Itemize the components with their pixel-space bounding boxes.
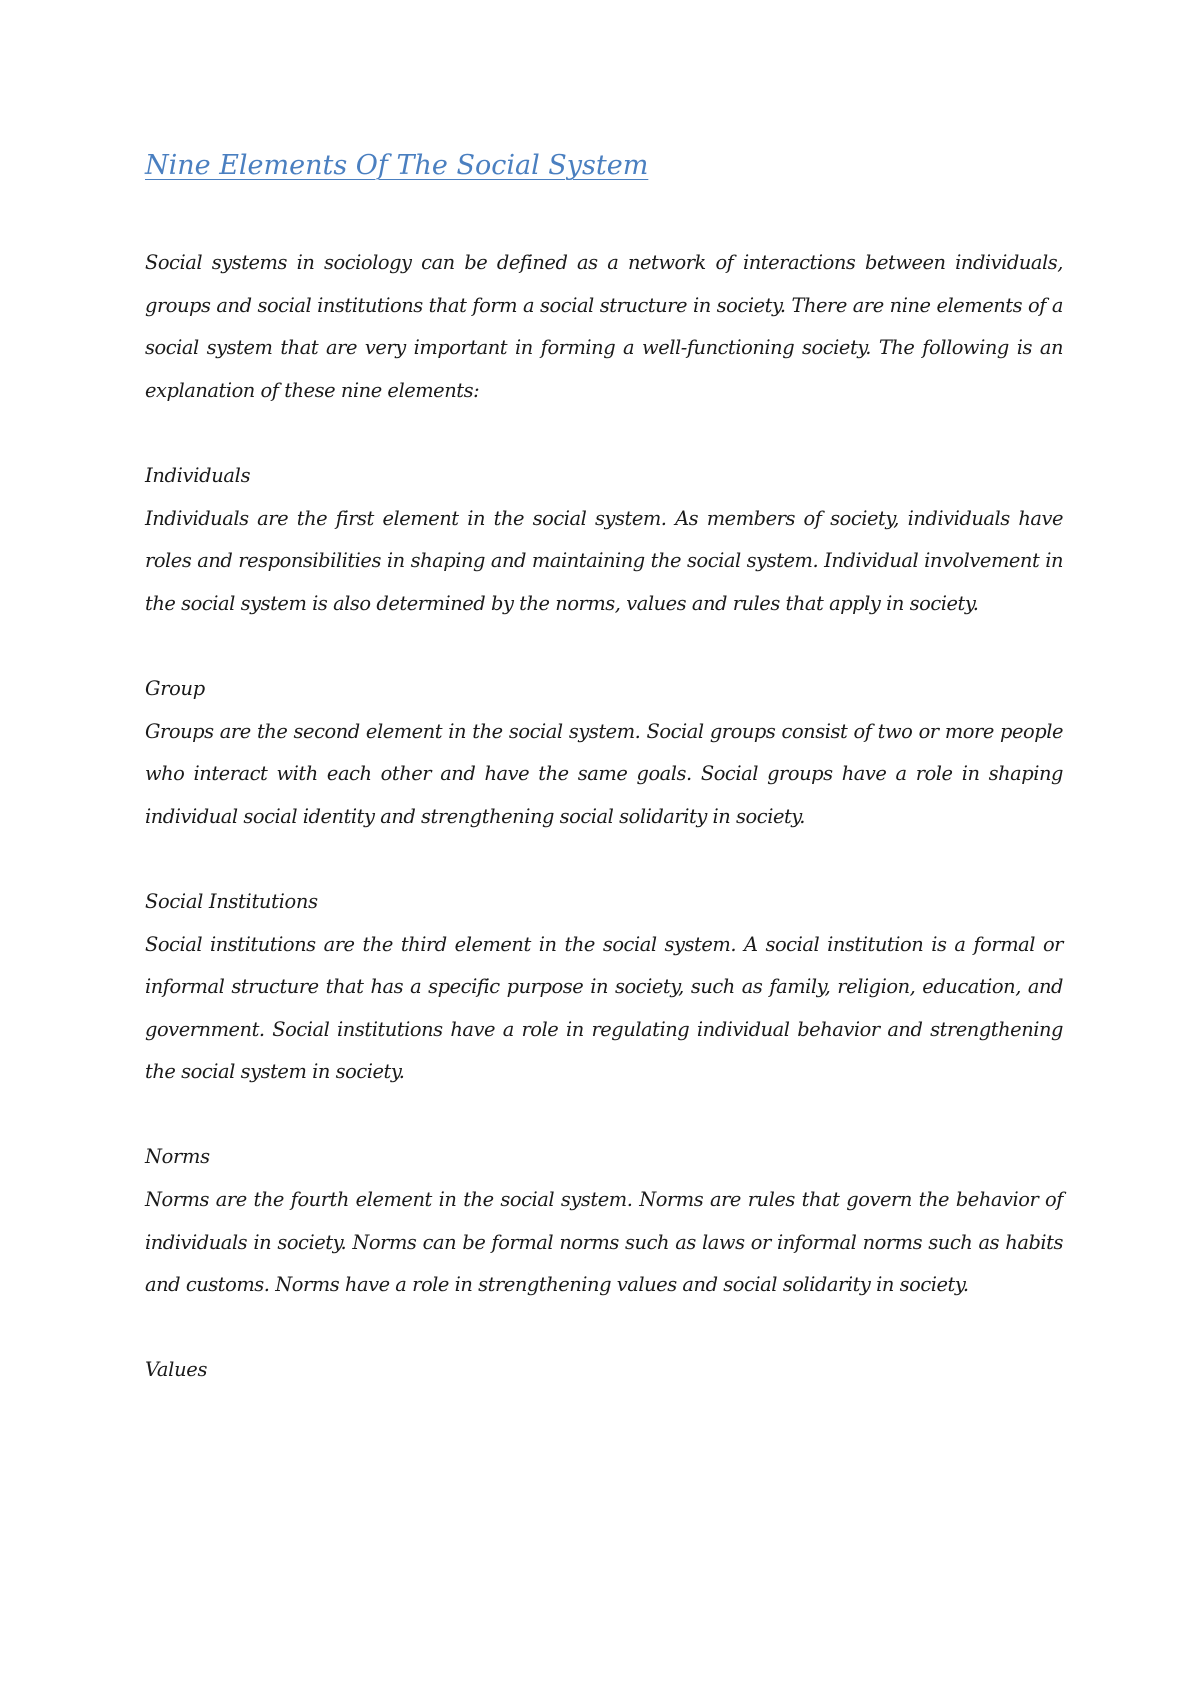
- section-heading-social-institutions: Social Institutions: [145, 889, 318, 913]
- intro-paragraph: Social systems in sociology can be defined as a network of interactions between individuals, groups and social institutions that form a social structure in society. There are nine elements of a social system that are very important in forming a well-functioning society. The following is an explanation of these nine elements:: [145, 251, 1063, 402]
- section-heading-group: Group: [145, 676, 205, 700]
- document-body: [145, 242, 1063, 1392]
- section-text-social-institutions: Social institutions are the third element in the social system. A social institution is a formal or informal structure that has a specific purpose in society, such as family, religion, education, and government. Social institutions have a role in regulating individual behavior and strengthening the social system in society.: [145, 932, 1063, 1084]
- spacer: [145, 1307, 1063, 1350]
- spacer: [145, 1094, 1063, 1137]
- spacer: [145, 625, 1063, 668]
- document-title: Nine Elements Of The Social System: [145, 150, 649, 181]
- spacer: [145, 412, 1063, 455]
- section-text-group: Groups are the second element in the social system. Social groups consist of two or more people who interact with each other and have the same goals. Social groups have a role in shaping individual social identity and strengthening social solidarity in society.: [145, 719, 1063, 828]
- section-heading-individuals: Individuals: [145, 463, 251, 487]
- section-text-norms: Norms are the fourth element in the social system. Norms are rules that govern the behavior of individuals in society. Norms can be formal norms such as laws or informal norms such as habits and customs. Norms have a role in strengthening values and social solidarity in society.: [145, 1188, 1063, 1297]
- section-heading-norms: Norms: [145, 1145, 210, 1169]
- spacer: [145, 838, 1063, 881]
- section-text-individuals: Individuals are the first element in the social system. As members of society, individuals have roles and responsibilities in shaping and maintaining the social system. Individual involvement in the social system is also determined by the norms, values and rules that apply in society.: [145, 506, 1063, 615]
- section-heading-values: Values: [145, 1358, 208, 1382]
